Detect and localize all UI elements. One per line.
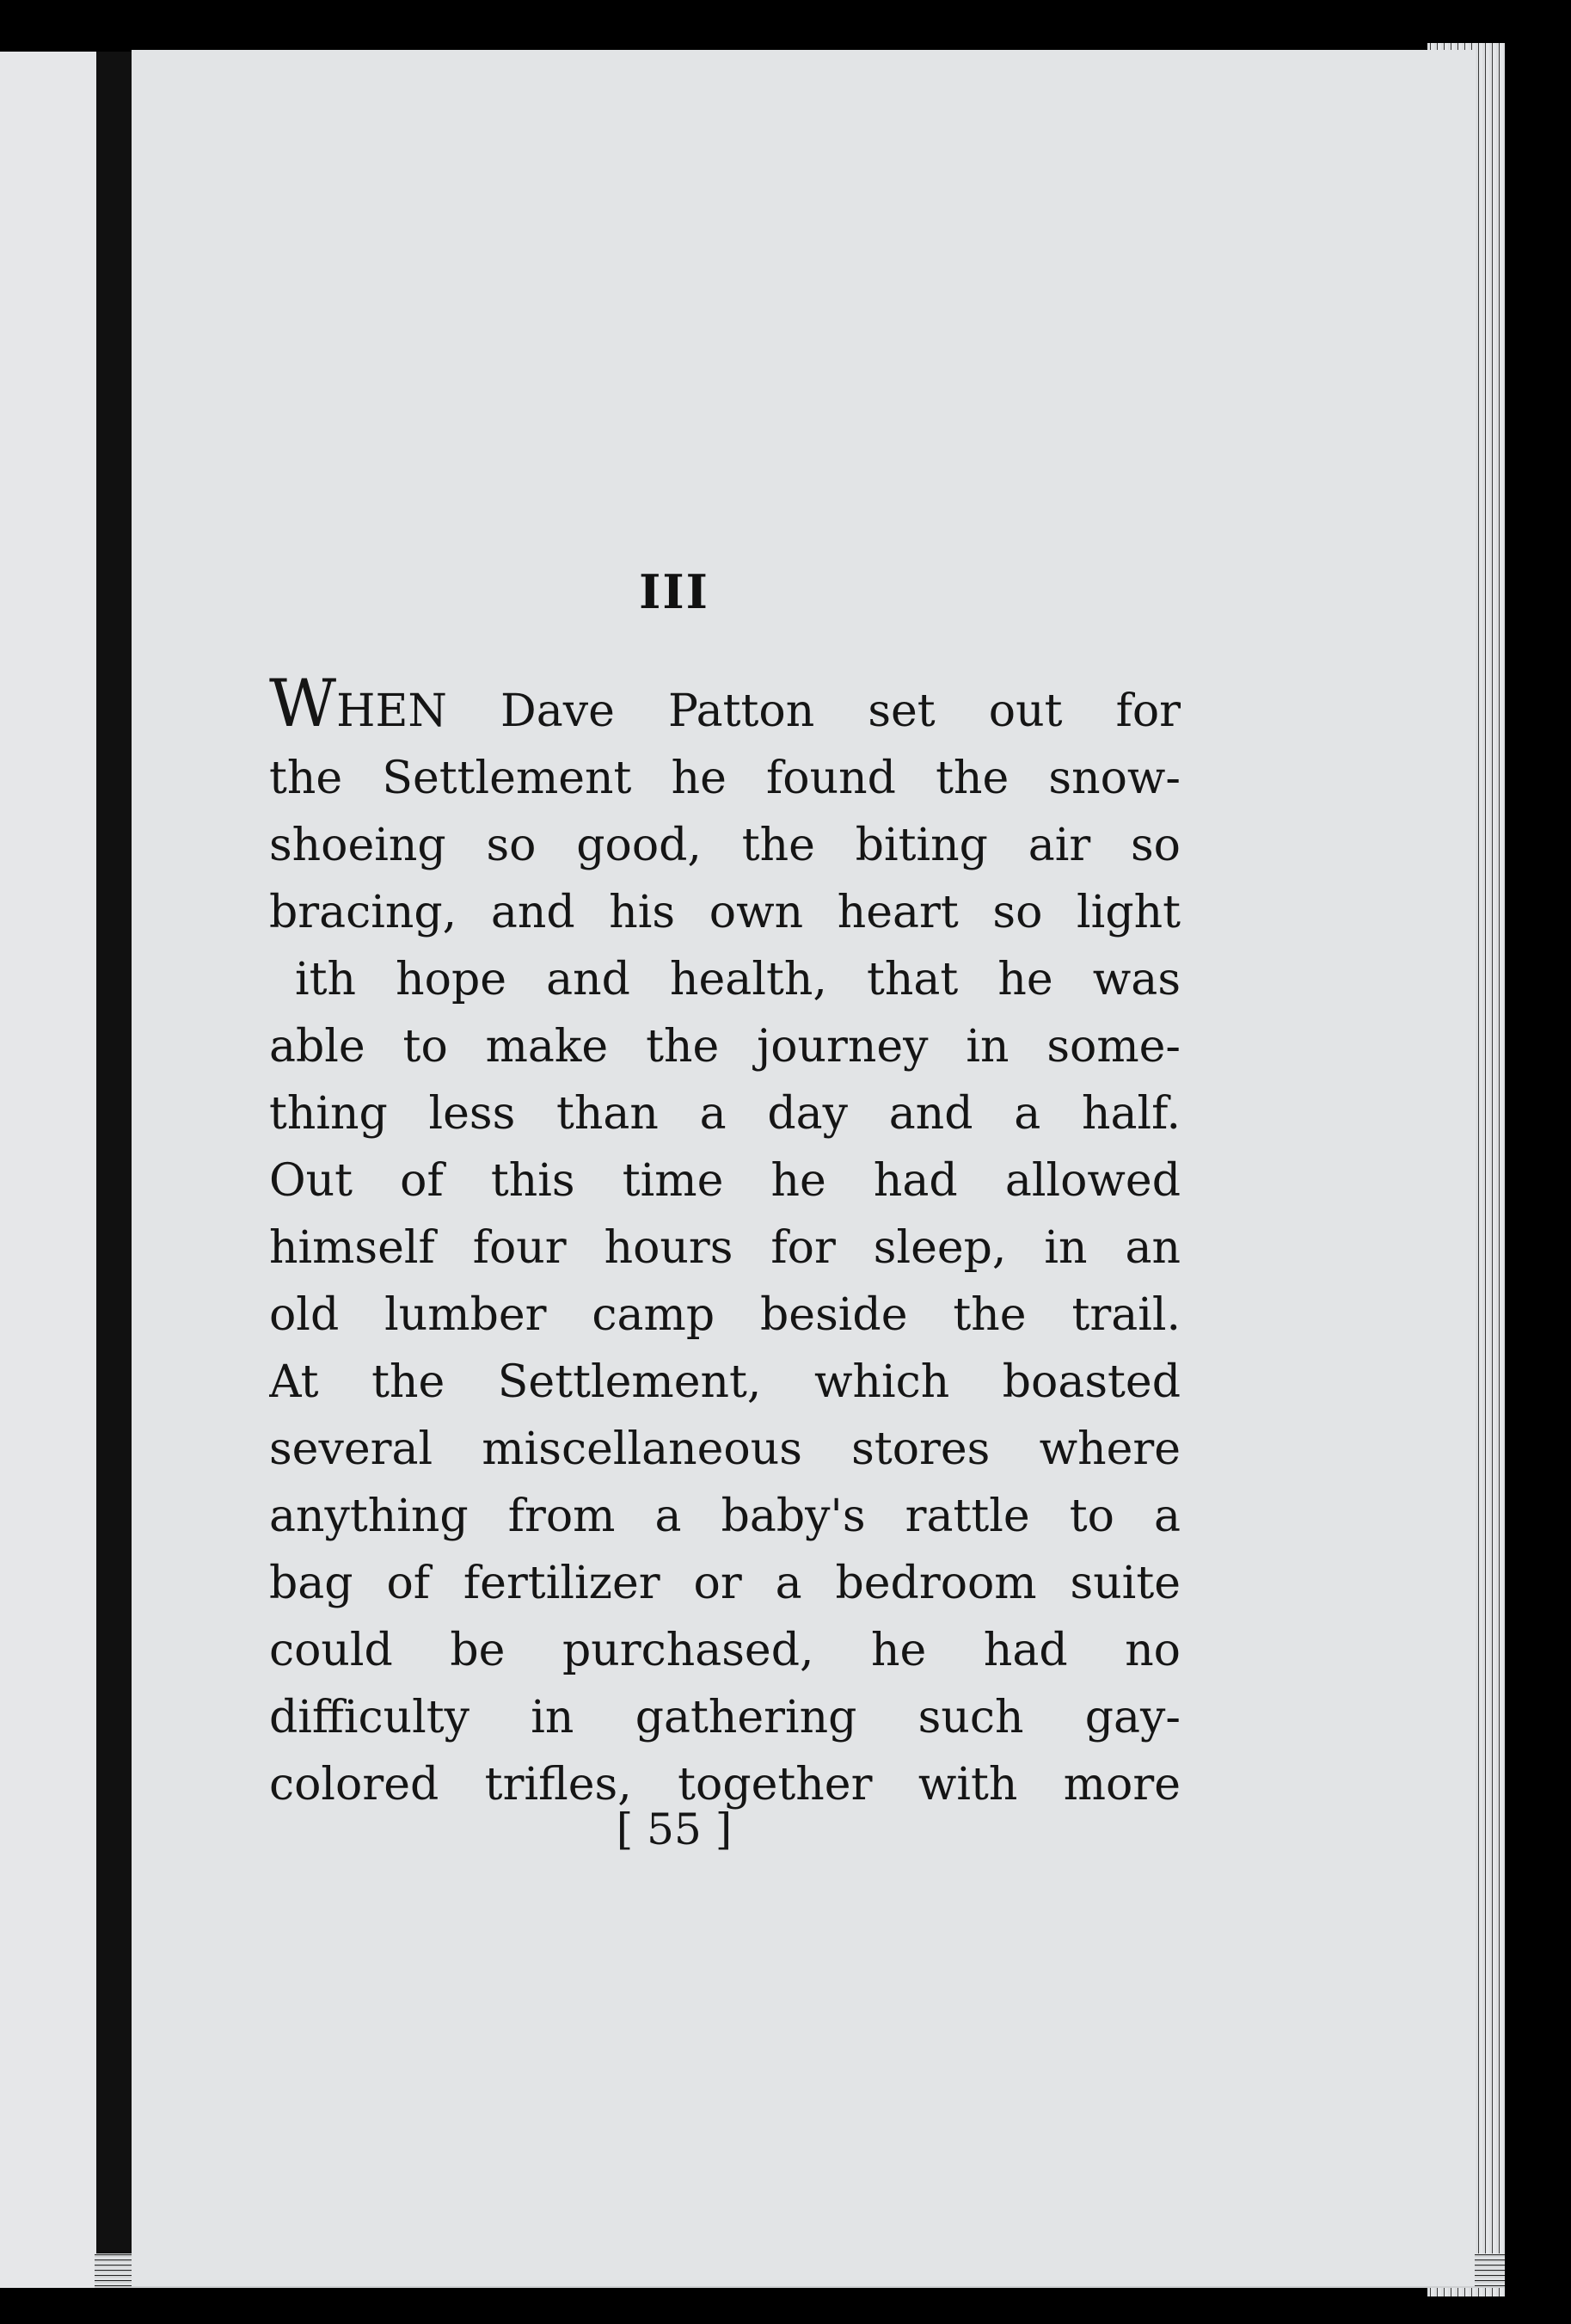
text-line-17: colored trifles, together with more — [269, 1759, 1181, 1811]
text-line-15: could be purchased, he had no — [269, 1625, 1181, 1676]
book-page — [132, 50, 1475, 2286]
text-line-1 — [269, 678, 1181, 745]
text-line-2: the Settlement he found the snow- — [269, 753, 1181, 804]
page-number: [ 55 ] — [616, 1804, 733, 1854]
text-line-7: thing less than a day and a half. — [269, 1088, 1181, 1140]
drop-letter: W — [269, 678, 337, 741]
text-line-14: bag of fertilizer or a bedroom suite — [269, 1558, 1181, 1609]
text-line-5: ith hope and health, that he was — [295, 954, 1181, 1005]
text-line-10: old lumber camp beside the trail. — [269, 1289, 1181, 1341]
text-line-16: difficulty in gathering such gay- — [269, 1692, 1181, 1743]
facing-page-edge — [0, 52, 101, 2288]
text-line-12: several miscellaneous stores where — [269, 1423, 1181, 1475]
text-line-3: shoeing so good, the biting air so — [269, 820, 1181, 871]
text-line-8: Out of this time he had allowed — [269, 1155, 1181, 1207]
chapter-body-text — [269, 678, 1181, 1818]
chapter-heading: III — [639, 564, 709, 619]
text-line-6: able to make the journey in some- — [269, 1021, 1181, 1073]
book-gutter — [96, 52, 132, 2288]
text-line-9: himself four hours for sleep, in an — [269, 1222, 1181, 1274]
text-line-13: anything from a baby's rattle to a — [269, 1491, 1181, 1542]
text-line-11: At the Settlement, which boasted — [269, 1356, 1181, 1408]
text-line-4: bracing, and his own heart so light — [269, 887, 1181, 938]
first-line-text: HEN Dave Patton set out for — [336, 686, 1181, 737]
